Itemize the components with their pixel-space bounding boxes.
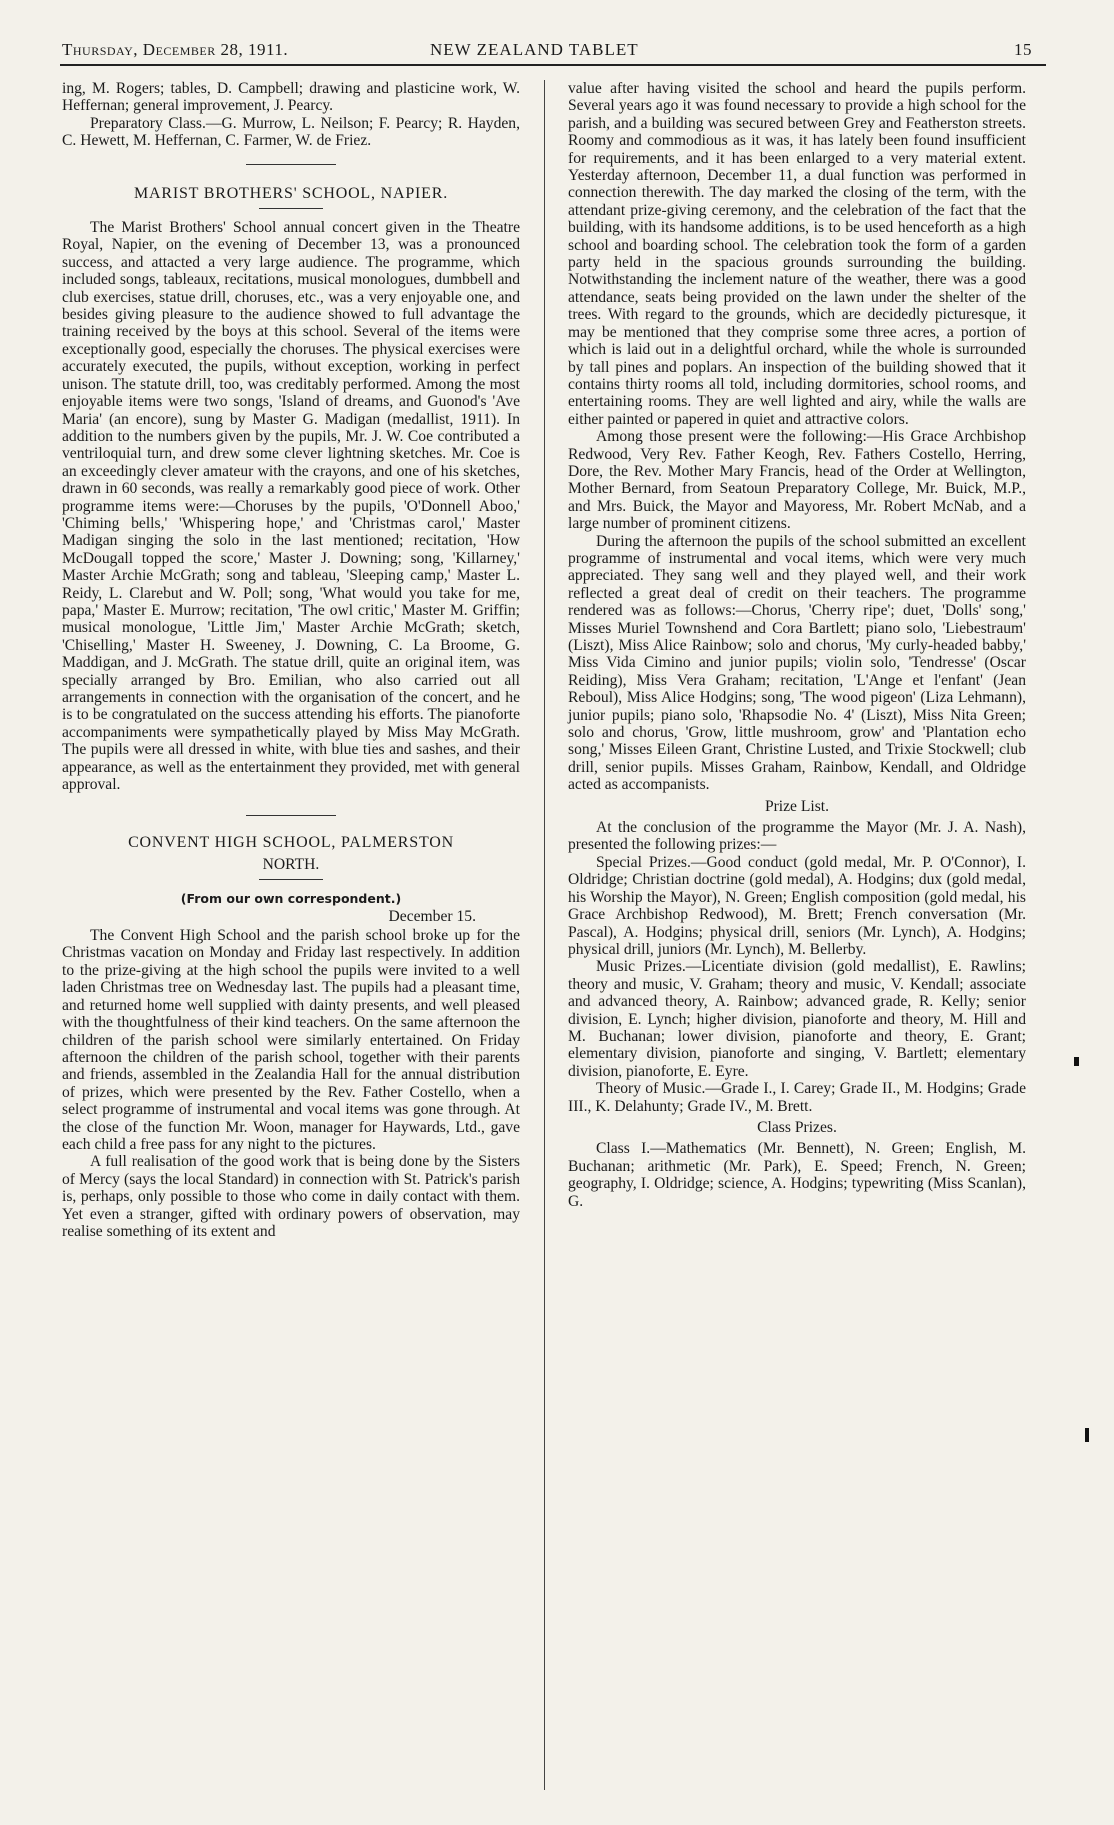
convent-heading-line-1: CONVENT HIGH SCHOOL, PALMERSTON — [128, 834, 454, 852]
intro-paragraph: ing, M. Rogers; tables, D. Campbell; drawing and plasticine work, W. Heffernan; general improvement, J. Pearcy. — [62, 80, 520, 115]
heading-rule — [259, 879, 323, 880]
preparatory-class-paragraph: Preparatory Class.—G. Murrow, L. Neilson; F. Pearcy; R. Hayden, C. Hewett, M. Heffernan, C. Farmer, W. de Friez. — [62, 114, 520, 150]
masthead-date: Thursday, December 28, 1911. — [62, 40, 289, 59]
dateline: December 15. — [388, 907, 476, 925]
convent-paragraph-2: A full realisation of the good work that is being done by the Sisters of Mercy (says the local Standard) in connection with St. Patrick's parish is, perhaps, only possible to those who come in daily contact with them. Yet even a stranger, gifted with ordinary powers of observation, may realise something of its extent and — [62, 1153, 520, 1240]
class-prizes-paragraph: Class I.—Mathematics (Mr. Bennett), N. Green; English, M. Buchanan; arithmetic (Mr. Park), E. Speed; French, N. Green; geography, I. Oldridge; science, A. Hodgins; typewriting (Miss Scanlan), G. — [568, 1140, 1026, 1210]
masthead — [60, 38, 1046, 66]
special-prizes-paragraph: Special Prizes.—Good conduct (gold medal, Mr. P. O'Connor), I. Oldridge; Christian doctrine (gold medal), A. Hodgins; dux (gold medal, his Worship the Mayor), N. Green; English composition (gold medal, his Grace Archbishop Redwood), M. Brett; French conversation (Mr. Pascal), A. Hodgins; physical drill, seniors (Mr. Lynch), A. Hodgins; physical drill, juniors (Mr. Lynch), M. Bellerby. — [568, 853, 1026, 958]
programme-paragraph: During the afternoon the pupils of the school submitted an excellent programme of instrumental and vocal items, which were very much appreciated. They sang well and they played well, and their work reflected a great deal of credit on their teachers. The programme rendered was as follows:—Chorus, 'Cherry ripe'; duet, 'Dolls' song,' Misses Muriel Townshend and Cora Bartlett; piano solo, 'Liebestraum' (Liszt), Miss Alice Rainbow; solo and chorus, 'My curly-headed babby,' Miss Vida Cimino and junior pupils; violin solo, 'Tendresse' (Oscar Reiding), Miss Vera Graham; recitation, 'L'Ange et l'enfant' (Jean Reboul), Miss Alice Hodgins; song, 'The wood pigeon' (Liza Lehmann), junior pupils; piano solo, 'Rhapsodie No. 4' (Liszt), Miss Nita Green; solo and chorus, 'Grow, little mushroom, grow' and 'Plantation echo song,' Misses Eileen Grant, Christine Lusted, and Trixie Stockwell; club drill, senior pupils. Misses Graham, Rainbow, Kendall, and Oldridge acted as accompanists. — [568, 532, 1026, 794]
heading-rule — [259, 208, 323, 209]
theory-of-music-paragraph: Theory of Music.—Grade I., I. Carey; Grade II., M. Hodgins; Grade III., K. Delahunty; Grade IV., M. Brett. — [568, 1080, 1026, 1115]
marist-heading: MARIST BROTHERS' SCHOOL, NAPIER. — [133, 184, 448, 202]
column-divider — [544, 80, 545, 1790]
section-rule — [246, 815, 336, 816]
music-prizes-paragraph: Music Prizes.—Licentiate division (gold medallist), E. Rawlins; theory and music, V. Graham; theory and music, V. Kendall; associate and advanced theory, A. Rainbow; advanced grade, R. Kelly; senior division, E. Lynch; higher division, pianoforte and theory, M. Hill and M. Buchanan; lower division, pianoforte and theory, E. Grant; elementary division, pianoforte and singing, V. Bartlett; elementary division, pianoforte, E. Eyre. — [568, 958, 1026, 1080]
attendees-paragraph: Among those present were the following:—His Grace Archbishop Redwood, Very Rev. Father Keogh, Rev. Fathers Costello, Herring, Dore, the Rev. Mother Mary Francis, head of the Order at Wellington, Mother Bernard, from Seatoun Preparatory College, Mr. Buick, M.P., and Mrs. Buick, the Mayor and Mayoress, Mr. Robert McNab, and a large number of prominent citizens. — [568, 428, 1026, 533]
convent-paragraph-1: The Convent High School and the parish school broke up for the Christmas vacation on Monday and Friday last respectively. In addition to the prize-giving at the high school the pupils were invited to a well laden Christmas tree on Wednesday last. The pupils had a pleasant time, and returned home well supplied with dainty presents, and well pleased with the thoughtfulness of their kind teachers. On the same afternoon the children of the parish school were similarly entertained. On Friday afternoon the children of the parish school, together with their parents and friends, assembled in the Zealandia Hall for the annual distribution of prizes, which were presented by the Rev. Father Costello, when a select programme of instrumental and vocal items was gone through. At the close of the function Mr. Woon, manager for Haywards, Ltd., gave each child a free pass for any night to the pictures. — [62, 927, 520, 1153]
byline: (From our own correspondent.) — [180, 891, 402, 907]
prize-list-heading: Prize List. — [764, 797, 830, 815]
marist-paragraph: The Marist Brothers' School annual concert given in the Theatre Royal, Napier, on the evening of December 13, was a pronounced success, and attacted a very large audience. The programme, which included songs, tableaux, recitations, musical monologues, dumbbell and club exercises, statue drill, choruses, etc., was a very enjoyable one, and besides giving pleasure to the audience showed to full advantage the training received by the boys at this school. Several of the items were exceptionally good, especially the choruses. The physical exercises were accurately executed, the pupils, without exception, working in perfect unison. The statute drill, too, was creditably performed. Among the most enjoyable items were two songs, 'Island of dreams, and Guonod's 'Ave Maria' (an encore), sung by Master G. Madigan (medallist, 1911). In addition to the numbers given by the pupils, Mr. J. W. Coe contributed a ventriloquial turn, and drew some clever lightning sketches. Mr. Coe is an exceedingly clever amateur with the crayons, and one of his sketches, drawn in 60 seconds, was really a remarkably good piece of work. Other programme items were:—Choruses by the pupils, 'O'Donnell Aboo,' 'Chiming bells,' 'Whispering hope,' and 'Christmas carol,' Master Madigan singing the solo in the last mentioned; recitation, 'How McDougall topped the score,' Master J. Downing; song, 'Killarney,' Master Archie McGrath; song and tableau, 'Sleeping camp,' Master L. Reidy, L. Clarebut and W. Poll; song, 'What would you take for me, papa,' Master E. Murrow; recitation, 'The owl critic,' Master M. Griffin; musical monologue, 'Little Jim,' Master Archie McGrath; sketch, 'Chiselling,' Master H. Sweeney, J. Downing, C. La Broome, G. Maddigan, and J. McGrath. The statue drill, quite an original item, was specially arranged by Bro. Emilian, who also carried out all arrangements in connection with the organisation of the concert, and he is to be congratulated on the success attending his efforts. The pianoforte accompaniments were sympathetically played by Miss May McGrath. The pupils were all dressed in white, with blue ties and sashes, and their appearance, as well as the entertainment they provided, met with general approval. — [62, 219, 520, 794]
masthead-title: NEW ZEALAND TABLET — [430, 40, 639, 59]
page-number: 15 — [1014, 40, 1032, 59]
convent-heading-line-2: NORTH. — [262, 855, 320, 873]
scan-mark — [1074, 1057, 1079, 1066]
newspaper-page — [60, 38, 1046, 1798]
section-rule — [246, 164, 336, 165]
continuation-paragraph: value after having visited the school and heard the pupils perform. Several years ago it was found necessary to provide a high school for the parish, and a building was secured between Grey and Featherston streets. Roomy and commodious as it was, it has lately been found insufficient for requirements, and it has been enlarged to a very material extent. Yesterday afternoon, December 11, a dual function was performed in connection therewith. The day marked the closing of the term, with the attendant prize-giving ceremony, and the celebration of the fact that the building, with its handsome additions, is to be used henceforth as a high school and boarding school. The celebration took the form of a garden party held in the spacious grounds surrounding the building. Notwithstanding the inclement nature of the weather, there was a good attendance, seats being provided on the lawn under the shelter of the trees. With regard to the grounds, which are decidedly picturesque, it may be mentioned that they comprise some three acres, a portion of which is laid out in a delightful orchard, while the whole is surrounded by tall pines and poplars. An inspection of the building showed that it contains thirty rooms all told, including dormitories, school rooms, and entertaining rooms. They are well lighted and airy, while the walls are either painted or papered in quiet and attractive colors. — [568, 80, 1026, 428]
left-column — [62, 80, 520, 1240]
right-column — [568, 80, 1026, 1210]
scan-mark — [1085, 1428, 1089, 1442]
prize-intro-paragraph: At the conclusion of the programme the Mayor (Mr. J. A. Nash), presented the following prizes:— — [568, 819, 1026, 854]
class-prizes-heading: Class Prizes. — [757, 1118, 837, 1136]
